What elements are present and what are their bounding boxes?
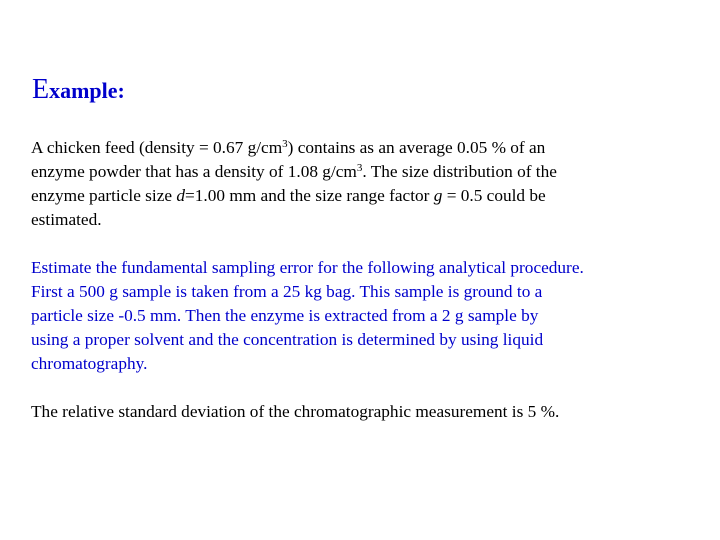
text-segment: . The size distribution of the [362, 162, 557, 181]
problem-line-4: estimated. [31, 210, 102, 229]
task-line: chromatography. [31, 354, 148, 373]
variable-d: d [176, 186, 186, 205]
superscript: 3 [282, 138, 288, 150]
task-line: Estimate the fundamental sampling error for the following analytical procedure. [31, 258, 584, 277]
slide-title [32, 74, 125, 106]
problem-line-1 [31, 136, 691, 160]
superscript: 3 [356, 162, 363, 174]
text-segment: A chicken feed (density = 0.67 g/cm [31, 138, 283, 157]
task-line: First a 500 g sample is taken from a 25 kg bag. This sample is ground to a [31, 282, 543, 301]
text-segment: ) contains as an average 0.05 % of an [287, 138, 546, 157]
problem-statement [31, 136, 691, 232]
problem-line-2 [31, 160, 691, 184]
problem-line-3 [31, 184, 691, 208]
text-segment: = 0.5 could be [442, 186, 546, 205]
text-segment: =1.00 mm and the size range factor [185, 186, 434, 205]
measurement-note [31, 400, 691, 424]
text-segment: enzyme powder that has a density of 1.08 g/cm [31, 162, 357, 181]
task-line: particle size -0.5 mm. Then the enzyme is extracted from a 2 g sample by [31, 306, 539, 325]
note-line: The relative standard deviation of the chromatographic measurement is 5 %. [31, 402, 560, 421]
title-initial: E [32, 74, 50, 105]
task-line: using a proper solvent and the concentration is determined by using liquid [31, 330, 544, 349]
task-statement [31, 256, 691, 376]
text-segment: enzyme particle size [31, 186, 177, 205]
variable-g: g [433, 186, 443, 205]
title-rest: xample: [49, 78, 125, 103]
